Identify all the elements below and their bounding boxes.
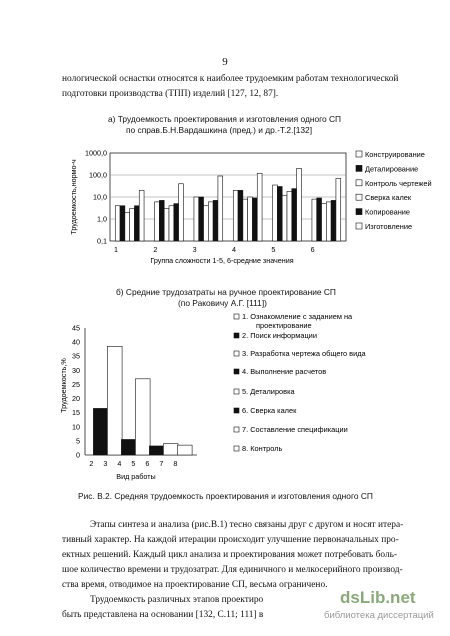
chart-a-legend-swatch: [356, 194, 362, 200]
chart-a-bar: [208, 202, 213, 241]
chart-a-bar: [125, 212, 130, 241]
chart-b-legend-label: 7. Составление спецификации: [242, 425, 348, 434]
chart-b-x-tick-label: 8: [173, 459, 178, 468]
figure-caption: Рис. В.2. Средняя трудоемкость проектирования и изготовления одного СП: [78, 491, 373, 501]
chart-a-x-tick-label: 2: [153, 245, 158, 254]
chart-b-legend-swatch: [234, 351, 239, 356]
chart-b-x-tick-label: 6: [145, 459, 150, 468]
chart-a-bar: [120, 206, 125, 241]
chart-a-legend-label: Копирование: [365, 207, 411, 217]
chart-a-bar: [164, 209, 169, 241]
chart-a-bar: [159, 200, 164, 241]
chart-b-legend-label: 3. Разработка чертежа общего вида: [242, 349, 366, 358]
chart-a-bar: [134, 206, 139, 241]
chart-b-subtitle: (по Раковичу А.Г. [111]): [178, 298, 267, 308]
chart-a-legend-label: Контроль чертежей: [365, 178, 432, 188]
chart-b-x-tick-label: 7: [159, 459, 164, 468]
chart-b-legend-swatch: [234, 333, 239, 338]
chart-b-y-tick-label: 20: [72, 394, 80, 404]
chart-b-legend-swatch: [234, 389, 239, 394]
body-line-1: Этапы синтеза и анализа (рис.В.1) тесно связаны друг с другом и носят итера-: [90, 520, 404, 530]
chart-b-legend-swatch: [234, 314, 239, 319]
chart-a-legend-swatch: [356, 151, 362, 157]
chart-b-y-tick-label: 5: [76, 436, 80, 446]
body-line-3: ектных решений. Каждый цикл анализа и проектирования может потребовать боль-: [62, 550, 398, 560]
chart-a-bar: [174, 204, 179, 241]
chart-a-bar: [155, 202, 160, 241]
chart-b-x-tick-label: 3: [103, 459, 108, 468]
chart-b-legend-label: 6. Сверка калек: [242, 406, 297, 415]
chart-b-x-axis-label: Вид работы: [116, 472, 156, 481]
body-line-5: ства время, отводимое на проектирование СП, весьма ограничено.: [62, 580, 328, 590]
chart-a-legend-label: Деталирование: [365, 164, 419, 174]
chart-a-bar: [199, 197, 204, 241]
chart-a-bar: [317, 198, 322, 241]
chart-a-x-tick-label: 1: [114, 245, 118, 254]
chart-a-bar: [218, 176, 223, 241]
chart-b-y-tick-label: 35: [72, 351, 80, 361]
chart-a-legend-label: Сверка калек: [365, 193, 412, 203]
chart-b-legend-swatch: [234, 427, 239, 432]
chart-a-x-tick-label: 3: [192, 245, 197, 254]
chart-a-subtitle: по справ.Б.Н.Вардашкина (пред.) и др.-Т.2.[132]: [126, 125, 313, 135]
chart-a-bar: [169, 206, 174, 241]
chart-b-legend-label: 8. Контроль: [242, 444, 283, 453]
chart-a-bar: [273, 185, 278, 241]
chart-b-bar: [163, 444, 178, 455]
chart-b-y-tick-label: 40: [72, 337, 80, 347]
chart-a-x-axis-label: Группа сложности 1-5, 6-средние значения: [150, 256, 294, 265]
chart-a-bar: [297, 168, 302, 241]
chart-b-title: б) Средние трудозатраты на ручное проектирование СП: [116, 287, 336, 297]
chart-b-legend-label-cont: проектирование: [256, 321, 312, 330]
chart-a-legend-swatch: [356, 165, 362, 171]
chart-b-x-tick-label: 2: [89, 459, 94, 468]
chart-a-y-tick-label: 100,0: [89, 170, 107, 180]
chart-b-y-tick-label: 10: [72, 422, 80, 432]
chart-b-legend-swatch: [234, 369, 239, 374]
chart-a-legend-swatch: [356, 180, 362, 186]
chart-a-legend-swatch: [356, 223, 362, 229]
chart-b-y-tick-label: 15: [72, 408, 80, 418]
chart-a-y-tick-label: 10,0: [93, 192, 107, 202]
body-line-6: Трудоемкость различных этапов проектиро: [90, 595, 264, 605]
chart-b-legend-label: 1. Ознакомление с заданием на: [242, 312, 353, 321]
chart-a-bar: [312, 199, 317, 241]
chart-b-y-axis-label: Трудоемкость,%: [59, 358, 68, 413]
chart-b-bar: [121, 439, 136, 455]
chart-b-legend-swatch: [234, 408, 239, 413]
chart-a-legend-label: Изготовление: [365, 222, 413, 231]
chart-b-legend-label: 5. Деталировка: [242, 387, 295, 396]
body-line-7: быть представлена на основании [132, С.11; 111] в: [62, 610, 264, 620]
chart-b-x-tick-label: 5: [131, 459, 136, 468]
chart-a-x-tick-label: 4: [232, 245, 236, 254]
chart-a-legend-label: Конструирование: [365, 150, 425, 159]
chart-b-y-tick-label: 45: [72, 323, 80, 333]
chart-b-bar: [177, 445, 192, 455]
chart-a-y-axis-label: Трудоемкость,нормо-ч: [69, 159, 78, 235]
chart-a-bar: [238, 190, 243, 241]
intro-line-1: нологической оснастки относятся к наиболее трудоемким работам технологической: [62, 74, 399, 84]
chart-b-legend-label: 2. Поиск информации: [242, 331, 317, 340]
chart-a-bar: [326, 202, 331, 241]
chart-a-bar: [248, 197, 253, 241]
body-line-2: тивный характер. На каждой итерации происходит улучшение первоначальных про-: [62, 535, 399, 545]
page-number: 9: [222, 56, 228, 68]
chart-a-bar: [194, 197, 199, 241]
chart-a-bar: [179, 184, 184, 241]
chart-a-bar: [257, 173, 262, 241]
chart-b-bar: [93, 408, 108, 455]
chart-b-legend-label: 4. Выполнение расчетов: [242, 367, 327, 376]
watermark-subtitle: библиотека диссертаций: [324, 610, 434, 621]
chart-b-legend-swatch: [234, 446, 239, 451]
chart-a: [60, 140, 440, 280]
chart-b-x-tick-label: 4: [117, 459, 122, 468]
chart-a-x-tick-label: 6: [310, 245, 315, 254]
chart-b: [60, 310, 440, 490]
chart-a-bar: [287, 191, 292, 241]
chart-a-legend-swatch: [356, 209, 362, 215]
chart-b-y-tick-label: 30: [72, 365, 80, 375]
chart-b-bar: [149, 446, 164, 455]
chart-a-bar: [139, 190, 144, 241]
chart-a-bar: [336, 178, 341, 241]
chart-b-bar: [135, 379, 150, 455]
chart-a-y-tick-label: 1000,0: [85, 148, 107, 158]
chart-a-bar: [213, 200, 218, 241]
chart-a-bar: [292, 189, 297, 241]
chart-a-bar: [331, 200, 336, 241]
chart-b-y-tick-label: 25: [72, 379, 80, 389]
chart-a-bar: [115, 206, 120, 241]
chart-a-bar: [277, 187, 282, 241]
chart-a-bar: [130, 209, 135, 241]
chart-a-bar: [204, 206, 209, 241]
body-line-4: шое количество времени и трудозатрат. Для единичного и мелкосерийного производ-: [62, 565, 403, 575]
chart-a-y-tick-label: 0,1: [97, 236, 107, 246]
chart-a-bar: [322, 204, 327, 241]
chart-a-bar: [233, 190, 238, 241]
chart-a-y-tick-label: 1,0: [97, 214, 107, 224]
chart-b-bar: [107, 346, 122, 455]
chart-a-bar: [282, 195, 287, 241]
intro-line-2: подготовки производства (ТПП) изделий [127, 12, 87].: [62, 89, 279, 99]
chart-a-bar: [243, 199, 248, 241]
chart-b-y-tick-label: 0: [76, 450, 80, 460]
chart-a-title: а) Трудоемкость проектирования и изготовления одного СП: [108, 114, 342, 124]
chart-a-x-tick-label: 5: [271, 245, 276, 254]
watermark-logo: dsLib.net: [340, 588, 416, 607]
chart-a-bar: [252, 198, 257, 241]
